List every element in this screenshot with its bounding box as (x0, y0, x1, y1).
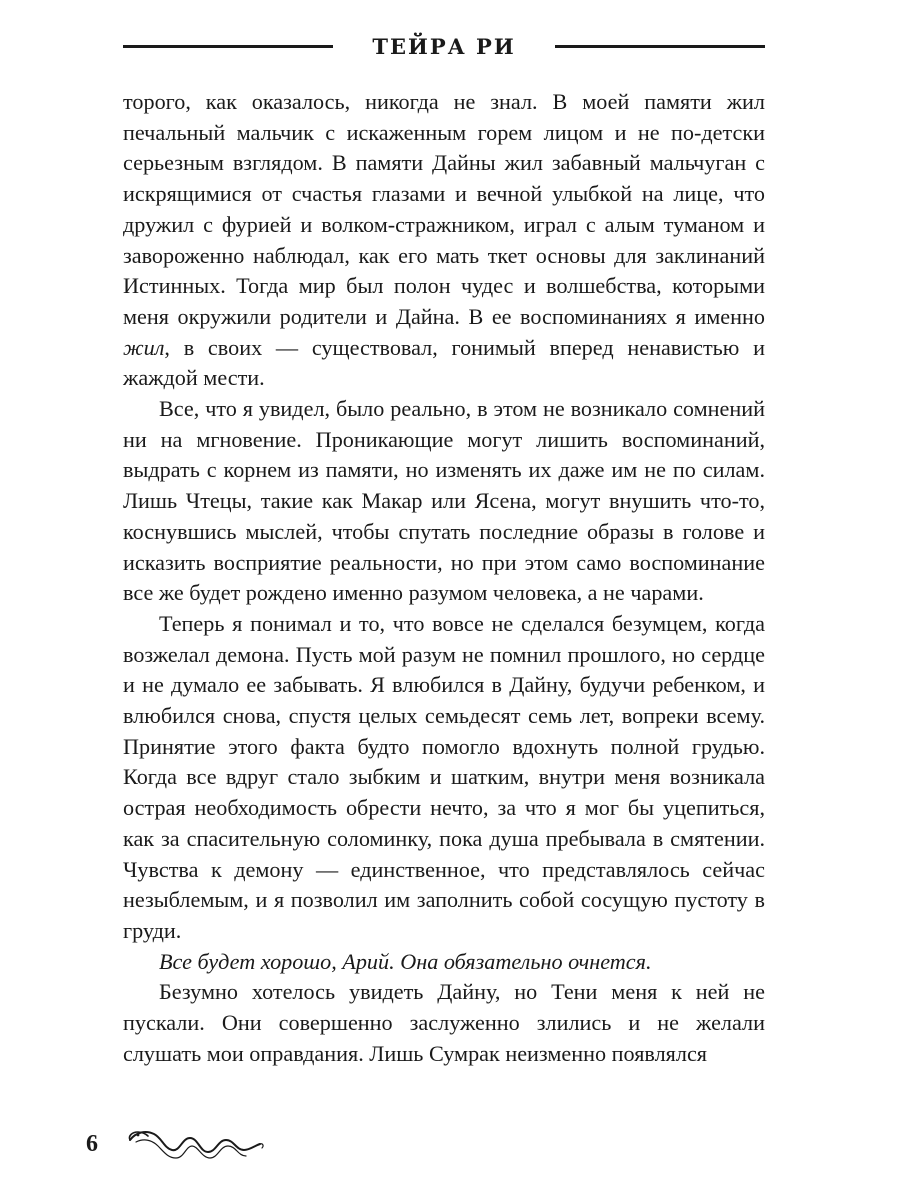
italic-thought (123, 947, 765, 978)
emphasis-word: жил (123, 334, 165, 360)
paragraph-5: Безумно хотелось увидеть Дайну, но Тени меня к ней не пускали. Они совершенно заслуженно злились и не желали слушать мои оправдания. Лишь Сумрак неизменно появлялся (123, 979, 765, 1066)
header-rule-left (123, 45, 333, 48)
paragraph-1-part-1: торого, как оказалось, никогда не знал. В моей памяти жил печальный мальчик с искаженным горем лицом и не по-детски серьезным взглядом. В памяти Дайны жил забавный мальчуган с искрящимися от счастья глазами и вечной улыбкой на лице, что дружил с фурией и волком-стражником, играл с алым туманом и завороженно наблюдал, как его мать ткет основы для заклинаний Истинных. Тогда мир был полон чудес и волшебства, которыми меня окружили родители и Дайна. В ее воспоминаниях я именно (123, 89, 765, 329)
serpent-ornament-icon (126, 1118, 266, 1168)
paragraph-2: Все, что я увидел, было реально, в этом не возникало сомнений ни на мгновение. Проникающие могут лишить воспоминаний, выдрать с корнем из памяти, но изменять их даже им не по силам. Лишь Чтецы, такие как Макар или Ясена, могут внушить что-то, коснувшись мыслей, чтобы спутать последние образы в голове и исказить восприятие реальности, но при этом само воспоминание все же будет рождено именно разумом человека, а не чарами. (123, 396, 765, 606)
paragraph-1 (123, 87, 765, 394)
running-header (123, 30, 765, 62)
paragraph-1-part-2: , в своих — существовал, гонимый вперед ненавистью и жаждой мести. (123, 334, 765, 391)
header-rule-right (555, 45, 765, 48)
page-number: 6 (86, 1131, 98, 1157)
header-author: ТЕЙРА РИ (372, 33, 516, 59)
paragraph-3: Теперь я понимал и то, что вовсе не сделался безумцем, когда возжелал демона. Пусть мой разум не помнил прошлого, но сердце и не думало ее забывать. Я влюбился в Дайну, будучи ребенком, и влюбился снова, спустя целых семьдесят семь лет, вопреки всему. Принятие этого факта будто помогло вдохнуть полной грудью. Когда все вдруг стало зыбким и шатким, внутри меня возникала острая необходимость обрести нечто, за что я мог бы уцепиться, как за спасительную соломинку, пока душа пребывала в смятении. Чувства к демону — единственное, что представлялось сейчас незыблемым, и я позволил им заполнить собой сосущую пустоту в груди. (123, 610, 765, 943)
body-text (123, 87, 765, 1070)
italic-thought-text: Все будет хорошо, Арий. Она обязательно очнется. (159, 948, 652, 974)
